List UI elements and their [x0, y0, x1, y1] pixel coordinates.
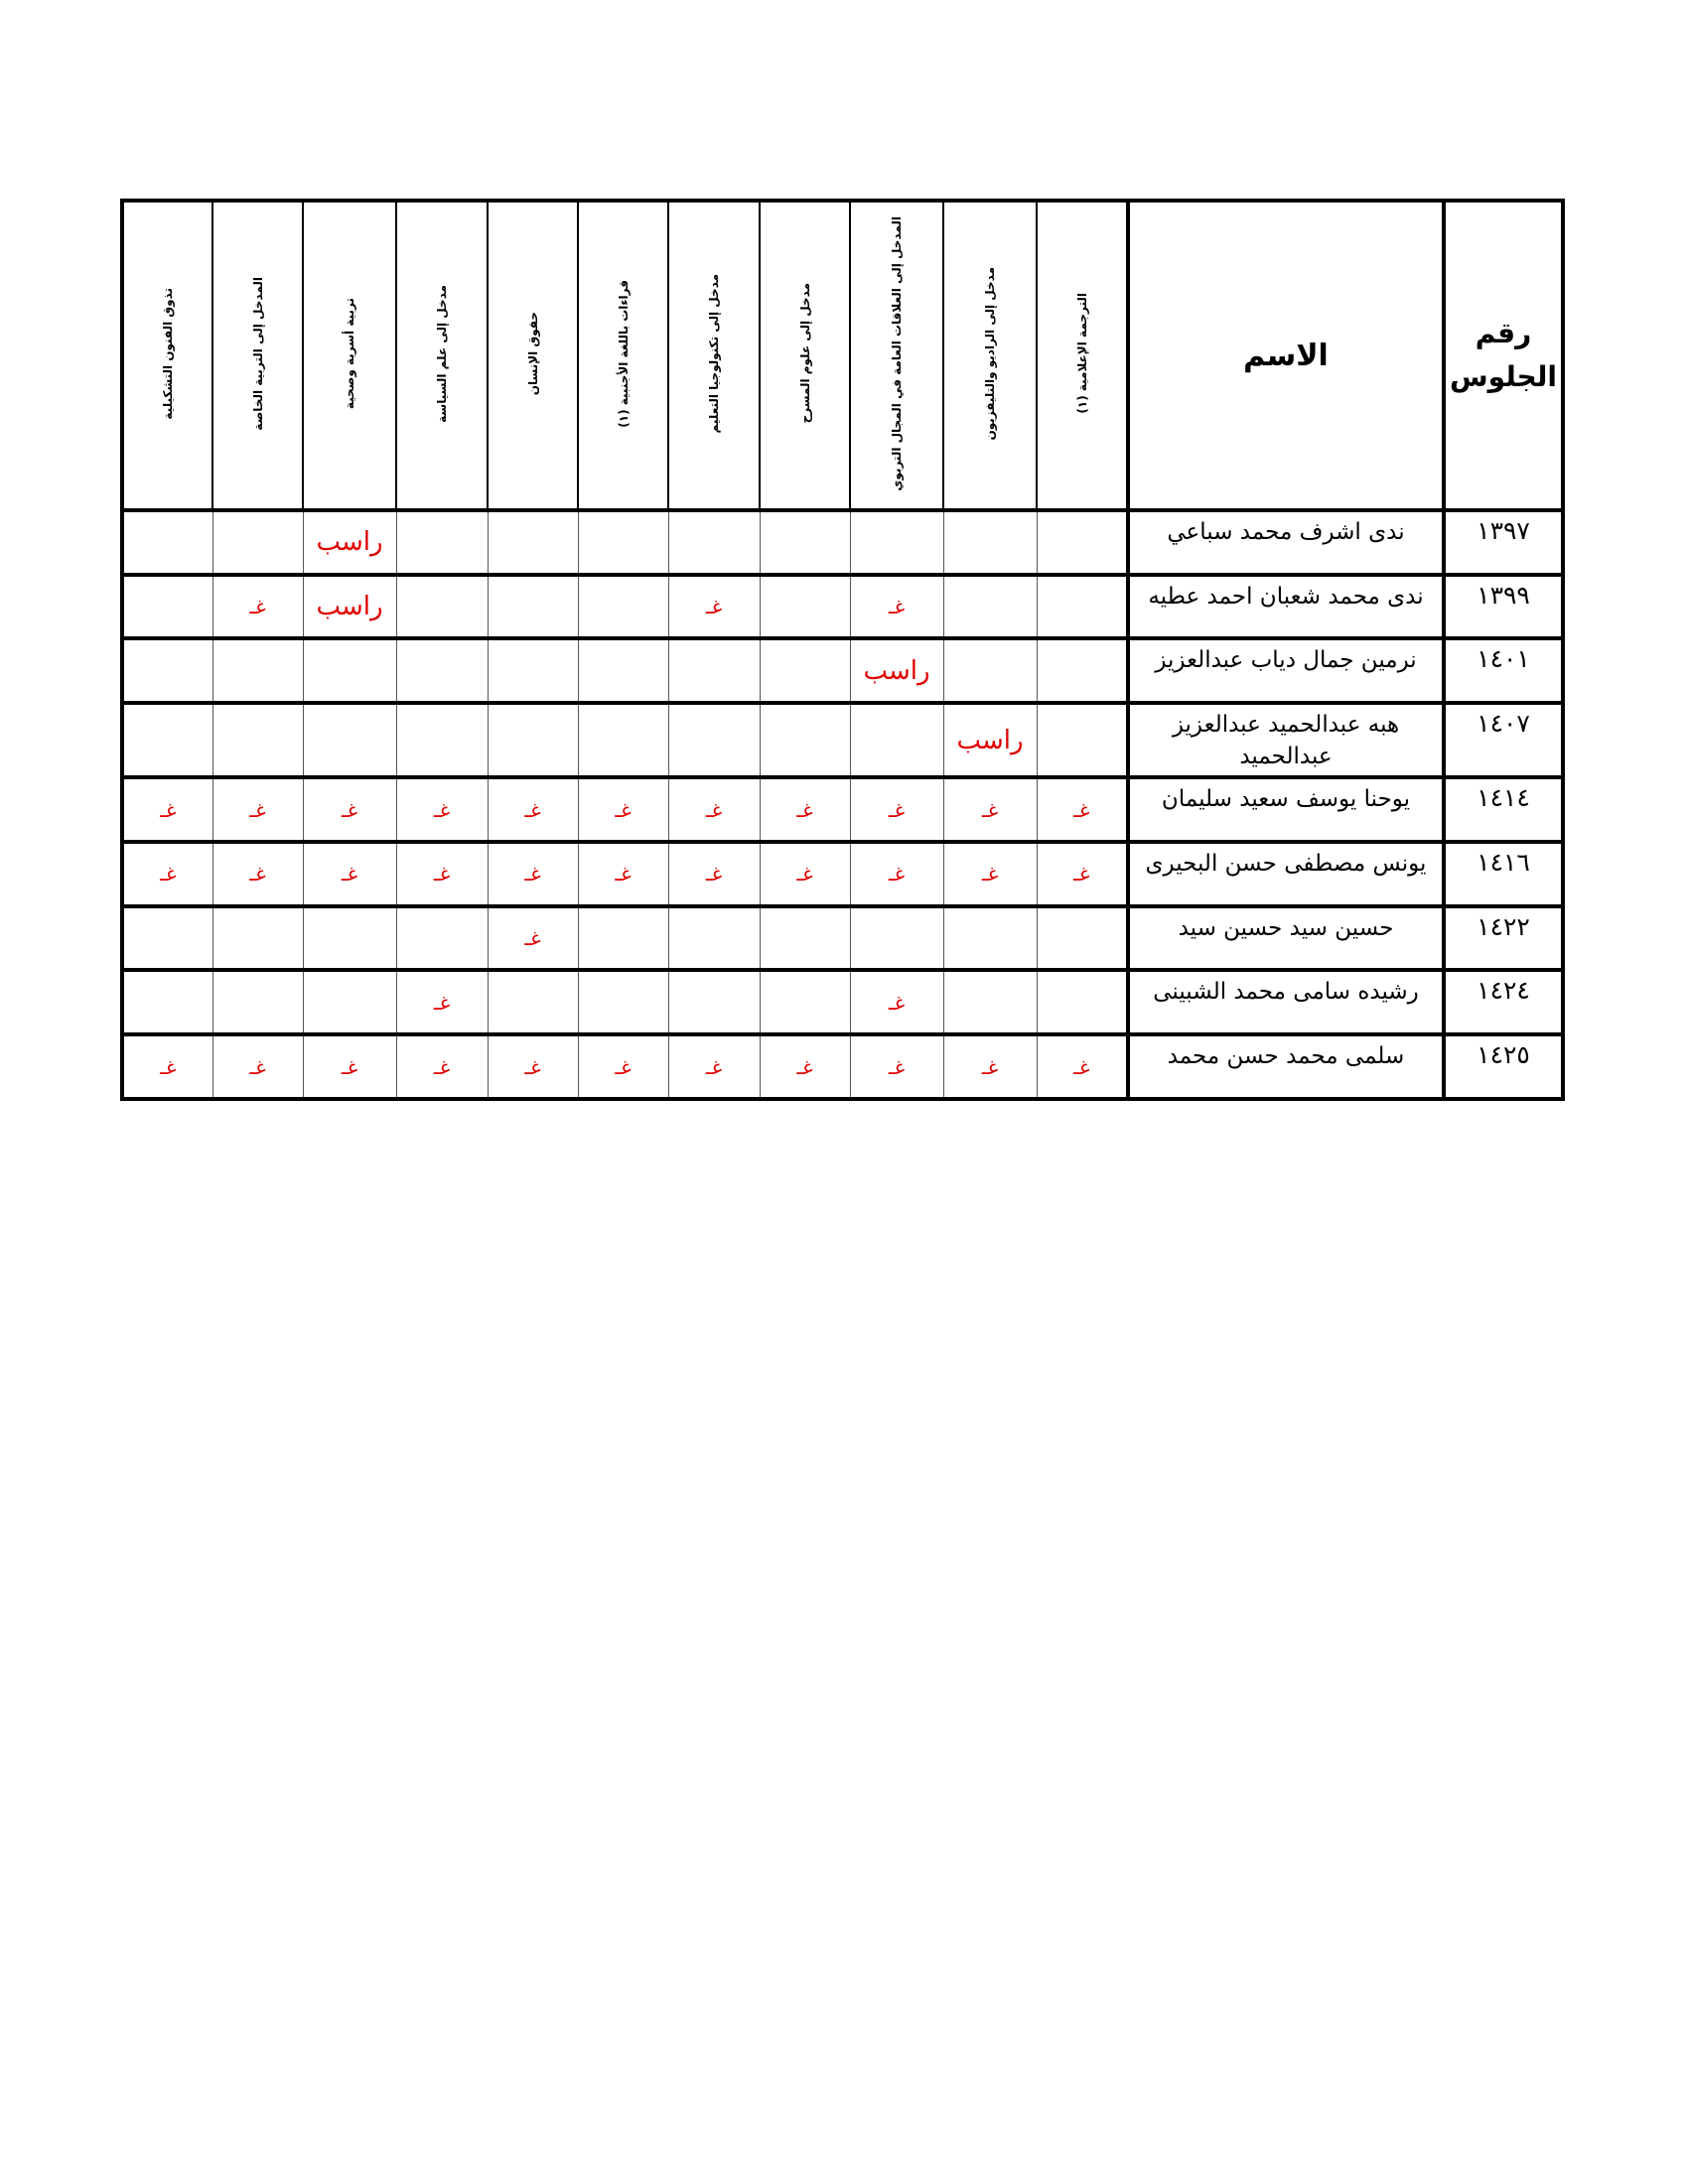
- empty-mark-cell: [122, 703, 212, 777]
- subject-header: [850, 201, 943, 510]
- subject-label: المدخل إلى التربية الخاصة: [250, 276, 265, 431]
- student-name: ندى محمد شعبان احمد عطيه: [1128, 575, 1444, 639]
- table-row: [122, 703, 1563, 777]
- absent-mark: غـ: [578, 842, 668, 906]
- student-name: هبه عبدالحميد عبدالعزيز عبدالحميد: [1128, 703, 1444, 777]
- seat-number: ١٤٢٥: [1444, 1034, 1563, 1099]
- empty-mark-cell: [578, 638, 668, 703]
- empty-mark-cell: [760, 906, 850, 971]
- empty-mark-cell: [760, 970, 850, 1034]
- empty-mark-cell: [943, 638, 1037, 703]
- absent-mark: غـ: [668, 575, 760, 639]
- empty-mark-cell: [488, 510, 578, 575]
- subject-label: الترجمة الإعلامية (١): [1074, 293, 1089, 414]
- absent-mark: غـ: [488, 906, 578, 971]
- subject-header: [303, 201, 396, 510]
- absent-mark: غـ: [850, 575, 943, 639]
- empty-mark-cell: [303, 906, 396, 971]
- absent-mark: غـ: [760, 777, 850, 842]
- seat-number: ١٤١٦: [1444, 842, 1563, 906]
- absent-mark: غـ: [850, 777, 943, 842]
- subject-label: مدخل إلى علوم المسرح: [797, 283, 812, 424]
- student-name: رشيده سامى محمد الشبينى: [1128, 970, 1444, 1034]
- student-name: يونس مصطفى حسن البحيرى: [1128, 842, 1444, 906]
- empty-mark-cell: [396, 575, 488, 639]
- absent-mark: غـ: [943, 1034, 1037, 1099]
- empty-mark-cell: [396, 638, 488, 703]
- empty-mark-cell: [488, 638, 578, 703]
- subject-header: [122, 201, 212, 510]
- empty-mark-cell: [850, 906, 943, 971]
- empty-mark-cell: [578, 575, 668, 639]
- subject-label: حقوق الإنسان: [525, 311, 540, 396]
- student-name: سلمى محمد حسن محمد: [1128, 1034, 1444, 1099]
- absent-mark: غـ: [212, 842, 303, 906]
- header-row: [122, 201, 1563, 510]
- absent-mark: غـ: [943, 842, 1037, 906]
- empty-mark-cell: [396, 906, 488, 971]
- student-name: حسين سيد حسين سيد: [1128, 906, 1444, 971]
- table-row: [122, 842, 1563, 906]
- absent-mark: غـ: [488, 842, 578, 906]
- empty-mark-cell: [668, 970, 760, 1034]
- empty-mark-cell: [488, 575, 578, 639]
- absent-mark: غـ: [303, 842, 396, 906]
- empty-mark-cell: [668, 703, 760, 777]
- empty-mark-cell: [1037, 703, 1128, 777]
- empty-mark-cell: [212, 510, 303, 575]
- absent-mark: غـ: [212, 1034, 303, 1099]
- empty-mark-cell: [668, 638, 760, 703]
- subject-label: المدخل إلى العلاقات العامة في المجال التربوي: [890, 215, 904, 491]
- subject-header: [396, 201, 488, 510]
- empty-mark-cell: [396, 510, 488, 575]
- empty-mark-cell: [303, 638, 396, 703]
- empty-mark-cell: [122, 906, 212, 971]
- table-row: [122, 777, 1563, 842]
- table-row: [122, 575, 1563, 639]
- empty-mark-cell: [943, 906, 1037, 971]
- absent-mark: غـ: [760, 1034, 850, 1099]
- subject-label: مدخل إلى علم السياسة: [435, 284, 449, 423]
- subject-header: [668, 201, 760, 510]
- empty-mark-cell: [943, 510, 1037, 575]
- absent-mark: غـ: [303, 1034, 396, 1099]
- seat-number-column-header: رقم الجلوس: [1444, 201, 1563, 510]
- fail-mark: راسب: [850, 638, 943, 703]
- empty-mark-cell: [578, 703, 668, 777]
- empty-mark-cell: [212, 970, 303, 1034]
- subject-header: [1037, 201, 1128, 510]
- student-name: نرمين جمال دياب عبدالعزيز: [1128, 638, 1444, 703]
- empty-mark-cell: [578, 510, 668, 575]
- subject-header: [943, 201, 1037, 510]
- table-body: [122, 510, 1563, 1099]
- empty-mark-cell: [212, 638, 303, 703]
- absent-mark: غـ: [396, 842, 488, 906]
- absent-mark: غـ: [1037, 1034, 1128, 1099]
- empty-mark-cell: [668, 906, 760, 971]
- empty-mark-cell: [122, 638, 212, 703]
- empty-mark-cell: [488, 970, 578, 1034]
- fail-mark: راسب: [303, 510, 396, 575]
- absent-mark: غـ: [122, 1034, 212, 1099]
- name-column-header: الاسم: [1128, 201, 1444, 510]
- subject-header: [488, 201, 578, 510]
- absent-mark: غـ: [578, 1034, 668, 1099]
- empty-mark-cell: [578, 970, 668, 1034]
- absent-mark: غـ: [122, 842, 212, 906]
- absent-mark: غـ: [1037, 842, 1128, 906]
- empty-mark-cell: [850, 703, 943, 777]
- seat-number: ١٤٢٤: [1444, 970, 1563, 1034]
- absent-mark: غـ: [850, 970, 943, 1034]
- absent-mark: غـ: [760, 842, 850, 906]
- empty-mark-cell: [668, 510, 760, 575]
- subject-label: قراءات باللغة الأجنبية (١): [616, 279, 631, 428]
- absent-mark: غـ: [668, 842, 760, 906]
- seat-number: ١٤٠٧: [1444, 703, 1563, 777]
- empty-mark-cell: [488, 703, 578, 777]
- empty-mark-cell: [122, 575, 212, 639]
- absent-mark: غـ: [1037, 777, 1128, 842]
- empty-mark-cell: [1037, 510, 1128, 575]
- student-name: يوحنا يوسف سعيد سليمان: [1128, 777, 1444, 842]
- absent-mark: غـ: [396, 970, 488, 1034]
- absent-mark: غـ: [850, 1034, 943, 1099]
- seat-number: ١٤٢٢: [1444, 906, 1563, 971]
- absent-mark: غـ: [396, 777, 488, 842]
- absent-mark: غـ: [212, 575, 303, 639]
- absent-mark: غـ: [668, 777, 760, 842]
- subject-header: [760, 201, 850, 510]
- table-row: [122, 906, 1563, 971]
- absent-mark: غـ: [943, 777, 1037, 842]
- empty-mark-cell: [1037, 575, 1128, 639]
- table-row: [122, 1034, 1563, 1099]
- seat-number: ١٣٩٧: [1444, 510, 1563, 575]
- absent-mark: غـ: [396, 1034, 488, 1099]
- absent-mark: غـ: [122, 777, 212, 842]
- empty-mark-cell: [1037, 906, 1128, 971]
- absent-mark: غـ: [303, 777, 396, 842]
- fail-mark: راسب: [943, 703, 1037, 777]
- seat-number: ١٤١٤: [1444, 777, 1563, 842]
- absent-mark: غـ: [850, 842, 943, 906]
- absent-mark: غـ: [578, 777, 668, 842]
- absent-mark: غـ: [212, 777, 303, 842]
- seat-number: ١٣٩٩: [1444, 575, 1563, 639]
- empty-mark-cell: [212, 703, 303, 777]
- empty-mark-cell: [850, 510, 943, 575]
- absent-mark: غـ: [488, 777, 578, 842]
- subject-header: [212, 201, 303, 510]
- empty-mark-cell: [760, 510, 850, 575]
- subject-label: تربية أسرية وصحية: [343, 297, 356, 410]
- empty-mark-cell: [760, 638, 850, 703]
- empty-mark-cell: [396, 703, 488, 777]
- empty-mark-cell: [303, 703, 396, 777]
- empty-mark-cell: [122, 970, 212, 1034]
- empty-mark-cell: [943, 970, 1037, 1034]
- empty-mark-cell: [760, 703, 850, 777]
- empty-mark-cell: [212, 906, 303, 971]
- seat-number: ١٤٠١: [1444, 638, 1563, 703]
- empty-mark-cell: [760, 575, 850, 639]
- empty-mark-cell: [1037, 638, 1128, 703]
- empty-mark-cell: [943, 575, 1037, 639]
- student-name: ندى اشرف محمد سباعي: [1128, 510, 1444, 575]
- absent-mark: غـ: [488, 1034, 578, 1099]
- empty-mark-cell: [578, 906, 668, 971]
- subject-label: تذوق الفنون التشكيلية: [161, 287, 175, 420]
- table-row: [122, 638, 1563, 703]
- subject-header: [578, 201, 668, 510]
- empty-mark-cell: [1037, 970, 1128, 1034]
- absent-mark: غـ: [668, 1034, 760, 1099]
- results-table: [120, 199, 1565, 1101]
- empty-mark-cell: [303, 970, 396, 1034]
- table-row: [122, 970, 1563, 1034]
- subject-label: مدخل إلى تكنولوجيا التعليم: [707, 273, 721, 434]
- empty-mark-cell: [122, 510, 212, 575]
- subject-label: مدخل إلى الراديو والتليفزيون: [983, 266, 997, 441]
- table-row: [122, 510, 1563, 575]
- fail-mark: راسب: [303, 575, 396, 639]
